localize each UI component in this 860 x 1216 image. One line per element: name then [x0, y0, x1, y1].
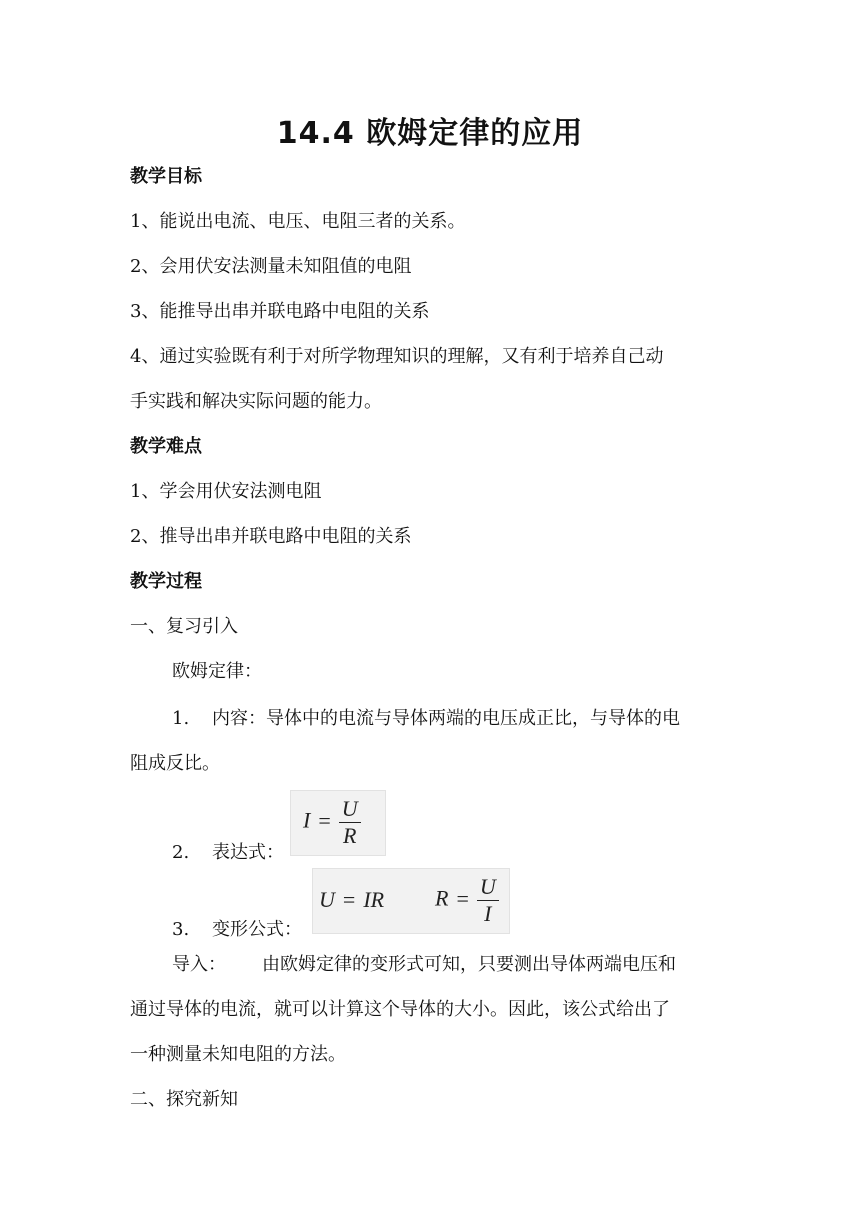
point-text: 变形公式： — [212, 919, 302, 940]
intro-label: 导入： — [172, 954, 226, 975]
objective-item-1: 1、能说出电流、电压、电阻三者的关系。 — [130, 211, 466, 232]
difficulty-item-1: 1、学会用伏安法测电阻 — [130, 481, 322, 502]
objective-item-4: 4、通过实验既有利于对所学物理知识的理解，又有利于培养自己动 — [130, 346, 664, 367]
formula-lhs: U — [319, 887, 335, 912]
intro-paragraph-start — [172, 950, 676, 976]
formula-fraction — [339, 796, 361, 849]
objectives-heading: 教学目标 — [130, 166, 202, 187]
formula-lhs: R — [435, 885, 449, 911]
intro-paragraph-line3: 一种测量未知电阻的方法。 — [130, 1044, 346, 1065]
ohm-formula-image — [290, 790, 386, 856]
formula-rhs: IR — [363, 887, 385, 912]
ohm-law-label: 欧姆定律： — [172, 661, 262, 682]
objective-item-3: 3、能推导出串并联电路中电阻的关系 — [130, 301, 430, 322]
point-content-cont: 阻成反比。 — [130, 753, 220, 774]
point-number: 2. — [172, 842, 190, 863]
formula-denominator: I — [484, 901, 492, 926]
point-number: 1. — [172, 708, 190, 729]
section-explore-heading: 二、探究新知 — [130, 1089, 238, 1110]
point-expression — [172, 838, 284, 864]
page-title: 14.4 欧姆定律的应用 — [276, 116, 584, 151]
formula-fraction — [477, 874, 499, 927]
difficulties-heading: 教学难点 — [130, 436, 202, 457]
objective-item-2: 2、会用伏安法测量未知阻值的电阻 — [130, 256, 412, 277]
point-variant — [172, 915, 302, 941]
variant-formula-image — [312, 868, 510, 934]
formula-numerator: U — [339, 796, 361, 823]
difficulty-item-2: 2、推导出串并联电路中电阻的关系 — [130, 526, 412, 547]
point-number: 3. — [172, 919, 190, 940]
point-text: 内容：导体中的电流与导体两端的电压成正比，与导体的电 — [212, 708, 680, 729]
process-heading: 教学过程 — [130, 571, 202, 592]
formula-equals: = — [456, 885, 469, 911]
formula-denominator: R — [342, 823, 357, 848]
section-review-heading: 一、复习引入 — [130, 616, 238, 637]
formula-equals: = — [342, 887, 356, 912]
formula-equals: = — [318, 807, 331, 833]
formula-numerator: U — [477, 874, 499, 901]
objective-item-4-cont: 手实践和解决实际问题的能力。 — [130, 391, 382, 412]
point-content — [172, 704, 680, 730]
intro-paragraph-line2: 通过导体的电流，就可以计算这个导体的大小。因此，该公式给出了 — [130, 999, 670, 1020]
point-text: 表达式： — [212, 842, 284, 863]
formula-lhs: I — [303, 807, 311, 833]
intro-text: 由欧姆定律的变形式可知，只要测出导体两端电压和 — [262, 954, 676, 975]
